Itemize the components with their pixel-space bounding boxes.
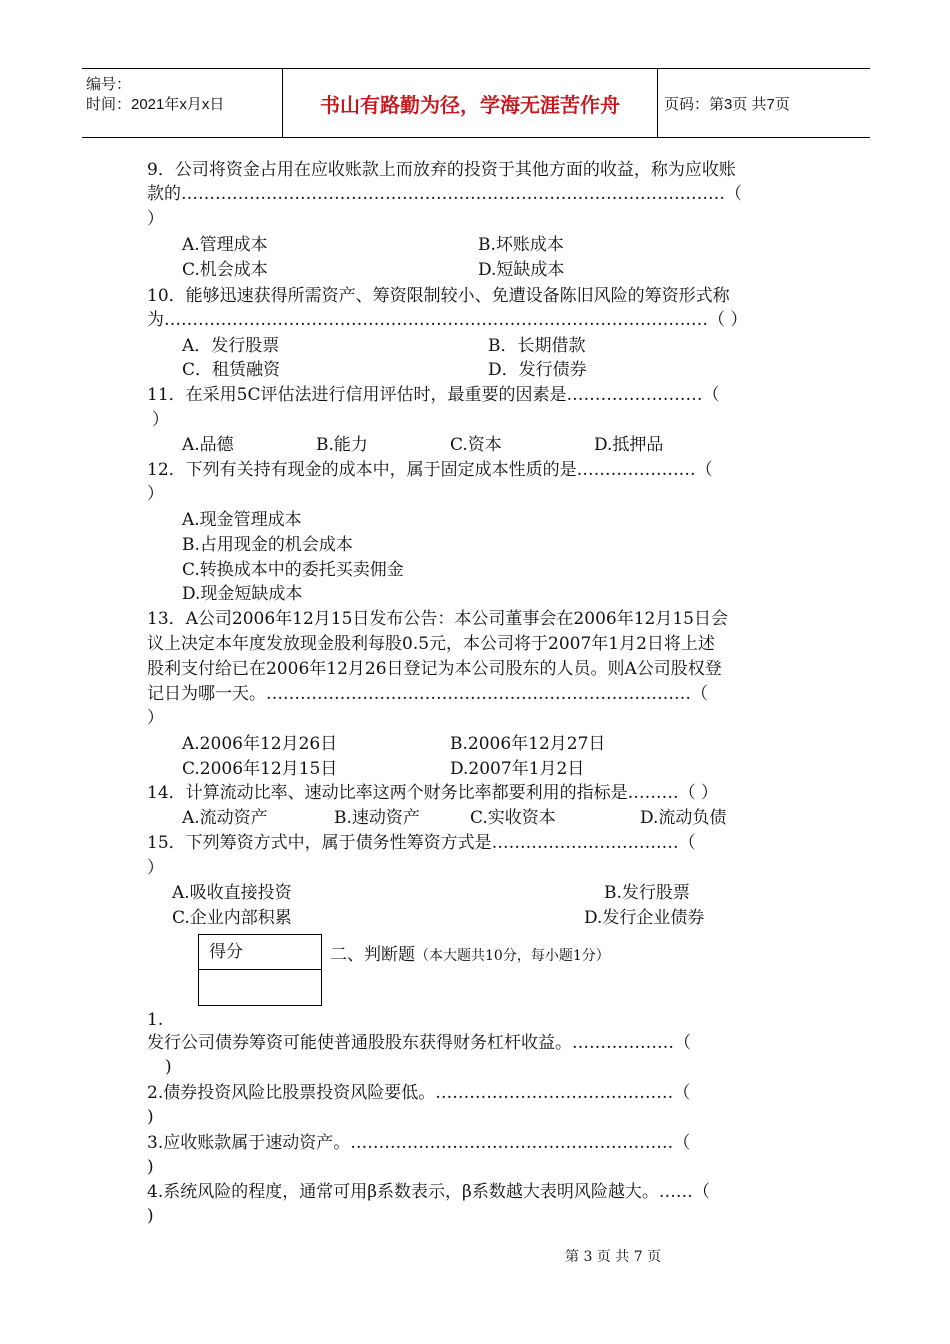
q14-option-c: C.实收资本: [470, 808, 556, 828]
q13-option-b: B.2006年12月27日: [450, 734, 606, 754]
q10-option-c: C．租赁融资: [182, 360, 281, 380]
j3-text: 3.应收账款属于速动资产。…………………………………………………（: [147, 1133, 691, 1153]
q9-line1: 9．公司将资金占用在应收账款上而放弃的投资于其他方面的收益，称为应收账: [147, 160, 736, 180]
j3-close: ): [147, 1157, 154, 1177]
q13-line3: 股利支付给已在2006年12月26日登记为本公司股东的人员。则A公司股权登: [147, 659, 722, 679]
section2-note: （本大题共10分，每小题1分）: [415, 948, 610, 964]
q13-option-c: C.2006年12月15日: [182, 759, 338, 779]
q9-option-c: C.机会成本: [182, 260, 268, 280]
q11-option-b: B.能力: [316, 435, 368, 455]
q15-line1: 15．下列筹资方式中，属于债务性筹资方式是……………………………（: [147, 833, 696, 853]
q14-line1: 14．计算流动比率、速动比率这两个财务比率都要利用的指标是………（ ）: [147, 783, 719, 803]
q14-option-a: A.流动资产: [182, 808, 268, 828]
q11-option-c: C.资本: [450, 435, 502, 455]
page-header: [82, 68, 870, 138]
q11-line2: ）: [152, 410, 169, 430]
q15-option-b: B.发行股票: [604, 883, 690, 903]
q15-option-a: A.吸收直接投资: [172, 883, 292, 903]
score-label: 得分: [199, 935, 321, 970]
q13-option-d: D.2007年1月2日: [450, 759, 585, 779]
q13-option-a: A.2006年12月26日: [182, 734, 338, 754]
q12-option-a: A.现金管理成本: [182, 510, 302, 530]
score-box: [198, 934, 322, 1006]
j1-number: 1.: [147, 1010, 164, 1030]
header-left: [86, 75, 224, 115]
q10-line2: 为……………………………………………………………………………………（ ）: [147, 310, 748, 330]
q13-line4: 记日为哪一天。…………………………………………………………………（: [147, 684, 708, 704]
q15-option-d: D.发行企业债券: [584, 908, 705, 928]
q14-option-b: B.速动资产: [334, 808, 420, 828]
q13-line5: ）: [147, 708, 164, 728]
j2-close: ): [147, 1107, 154, 1127]
q9-option-b: B.坏账成本: [478, 235, 564, 255]
q9-line2: 款的……………………………………………………………………………………（: [147, 184, 742, 204]
q15-line2: ）: [147, 858, 164, 878]
q11-option-a: A.品德: [182, 435, 234, 455]
q12-line1: 12．下列有关持有现金的成本中，属于固定成本性质的是…………………（: [147, 460, 713, 480]
q10-option-a: A．发行股票: [182, 336, 280, 356]
j4-text: 4.系统风险的程度，通常可用β系数表示，β系数越大表明风险越大。……（: [147, 1182, 710, 1202]
j2-text: 2.债券投资风险比股票投资风险要低。……………………………………（: [147, 1083, 691, 1103]
q13-line1: 13．A公司2006年12月15日发布公告：本公司董事会在2006年12月15日会: [147, 609, 728, 629]
section2-heading: [330, 943, 610, 968]
section2-title: 二、判断题: [330, 945, 415, 965]
q12-option-c: C.转换成本中的委托买卖佣金: [182, 560, 404, 580]
q9-line3: ）: [147, 209, 164, 229]
q14-option-d: D.流动负债: [640, 808, 727, 828]
q12-option-b: B.占用现金的机会成本: [182, 535, 353, 555]
q13-line2: 议上决定本年度发放现金股利每股0.5元，本公司将于2007年1月2日将上述: [147, 634, 715, 654]
q11-line1: 11．在采用5C评估法进行信用评估时，最重要的因素是……………………（: [147, 385, 720, 405]
q15-option-c: C.企业内部积累: [172, 908, 292, 928]
q9-option-d: D.短缺成本: [478, 260, 565, 280]
j1-close: ): [165, 1057, 172, 1077]
motto: 书山有路勤为径，学海无涯苦作舟: [282, 69, 658, 137]
q12-line2: ）: [147, 484, 164, 504]
number-label: 编号：: [86, 76, 132, 93]
q9-option-a: A.管理成本: [182, 235, 268, 255]
date-label: 时间：2021年x月x日: [86, 96, 225, 113]
q10-option-d: D．发行债券: [488, 360, 587, 380]
q10-line1: 10．能够迅速获得所需资产、筹资限制较小、免遭设备陈旧风险的筹资形式称: [147, 286, 730, 306]
q10-option-b: B．长期借款: [488, 336, 586, 356]
q11-option-d: D.抵押品: [594, 435, 664, 455]
j1-text: 发行公司债券筹资可能使普通股股东获得财务杠杆收益。………………（: [147, 1033, 691, 1053]
page-footer: 第 3 页 共 7 页: [565, 1249, 662, 1265]
j4-close: ): [147, 1206, 154, 1226]
q12-option-d: D.现金短缺成本: [182, 584, 303, 604]
page-label: 页码：第3页 共7页: [664, 95, 790, 113]
